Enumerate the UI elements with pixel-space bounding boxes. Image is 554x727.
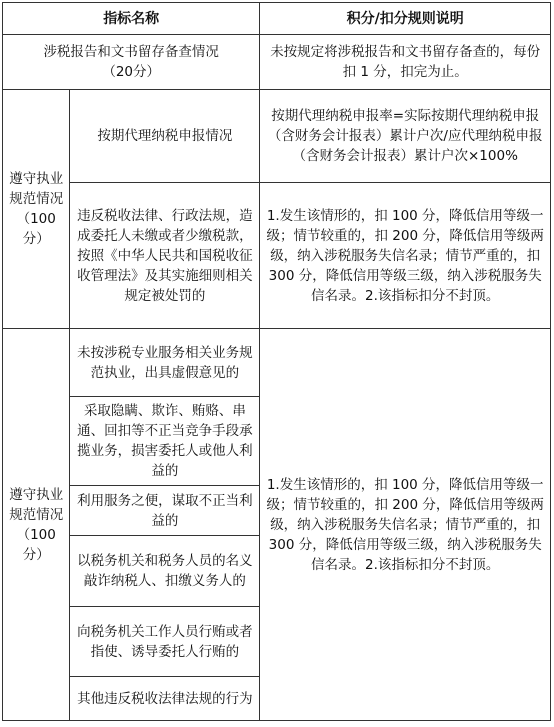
rule-cell: 未按规定将涉税报告和文书留存备查的，每份扣 1 分，扣完为止。 bbox=[260, 35, 551, 90]
table-row bbox=[3, 35, 551, 90]
header-rule-description: 积分/扣分规则说明 bbox=[260, 3, 551, 35]
indicator-cell: 其他违反税收法律法规的行为 bbox=[70, 677, 260, 721]
group-label: 遵守执业规范情况（100分） bbox=[3, 329, 70, 721]
indicator-cell: 按期代理纳税申报情况 bbox=[70, 90, 260, 183]
indicator-cell: 利用服务之便，谋取不正当利益的 bbox=[70, 486, 260, 536]
header-indicator-name: 指标名称 bbox=[3, 3, 260, 35]
indicator-cell: 采取隐瞒、欺诈、贿赂、串通、回扣等不正当竞争手段承揽业务，损害委托人或他人利益的 bbox=[70, 397, 260, 486]
indicator-cell: 向税务机关工作人员行贿或者指使、诱导委托人行贿的 bbox=[70, 607, 260, 677]
group-label: 遵守执业规范情况（100分） bbox=[3, 90, 70, 329]
indicator-cell: 以税务机关和税务人员的名义敲诈纳税人、扣缴义务人的 bbox=[70, 536, 260, 607]
indicator-cell: 未按涉税专业服务相关业务规范执业，出具虚假意见的 bbox=[70, 329, 260, 397]
table-row bbox=[3, 329, 551, 397]
indicator-cell: 违反税收法律、行政法规，造成委托人未缴或者少缴税款，按照《中华人民共和国税收征收管理法》及其实施细则相关规定被处罚的 bbox=[70, 183, 260, 329]
rule-cell: 1.发生该情形的，扣 100 分，降低信用等级一级；情节较重的，扣 200 分，降低信用等级两级，纳入涉税服务失信名录；情节严重的，扣 300 分，降低信用等级三级，纳入涉税服务失信名录。2.该指标扣分不封顶。 bbox=[260, 329, 551, 721]
table-row bbox=[3, 183, 551, 329]
indicator-cell: 涉税报告和文书留存备查情况（20分） bbox=[3, 35, 260, 90]
table-row bbox=[3, 90, 551, 183]
rule-cell: 1.发生该情形的，扣 100 分，降低信用等级一级；情节较重的，扣 200 分，降低信用等级两级，纳入涉税服务失信名录；情节严重的，扣 300 分，降低信用等级三级，纳入涉税服务失信名录。2.该指标扣分不封顶。 bbox=[260, 183, 551, 329]
rule-cell: 按期代理纳税申报率=实际按期代理纳税申报（含财务会计报表）累计户次/应代理纳税申报（含财务会计报表）累计户次×100% bbox=[260, 90, 551, 183]
scoring-table bbox=[2, 2, 551, 721]
header-row bbox=[3, 3, 551, 35]
